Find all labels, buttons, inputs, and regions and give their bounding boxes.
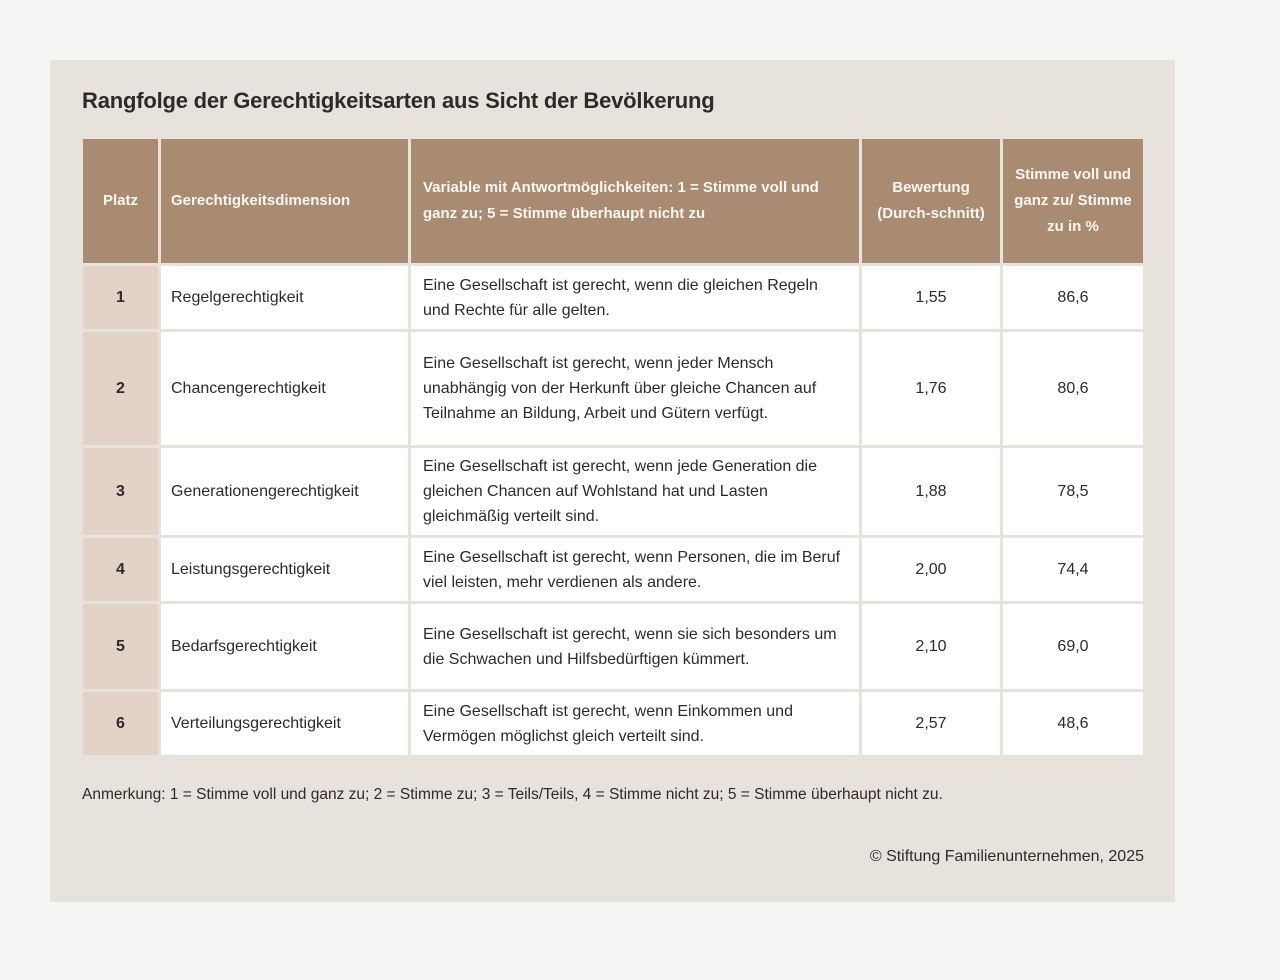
cell-variable: Eine Gesellschaft ist gerecht, wenn die gleichen Regeln und Rechte für alle gelten. bbox=[410, 265, 861, 331]
table-row bbox=[82, 331, 1145, 447]
cell-variable: Eine Gesellschaft ist gerecht, wenn jeder Mensch unabhängig von der Herkunft über gleiche Chancen auf Teilnahme an Bildung, Arbeit und Gütern verfügt. bbox=[410, 331, 861, 447]
header-bewertung: Bewertung (Durch-schnitt) bbox=[861, 138, 1002, 265]
cell-dimension: Regelgerechtigkeit bbox=[160, 265, 410, 331]
cell-platz: 2 bbox=[82, 331, 160, 447]
cell-variable: Eine Gesellschaft ist gerecht, wenn Einkommen und Vermögen möglichst gleich verteilt sind. bbox=[410, 691, 861, 757]
table-header-row bbox=[82, 138, 1145, 265]
cell-variable: Eine Gesellschaft ist gerecht, wenn jede Generation die gleichen Chancen auf Wohlstand hat und Lasten gleichmäßig verteilt sind. bbox=[410, 447, 861, 537]
header-stimme: Stimme voll und ganz zu/ Stimme zu in % bbox=[1002, 138, 1145, 265]
cell-stimme: 78,5 bbox=[1002, 447, 1145, 537]
cell-bewertung: 2,57 bbox=[861, 691, 1002, 757]
infographic-card bbox=[50, 60, 1175, 902]
source-credit: © Stiftung Familienunternehmen, 2025 bbox=[869, 848, 1144, 865]
table-row bbox=[82, 603, 1145, 691]
cell-dimension: Bedarfsgerechtigkeit bbox=[160, 603, 410, 691]
cell-stimme: 86,6 bbox=[1002, 265, 1145, 331]
cell-dimension: Chancengerechtigkeit bbox=[160, 331, 410, 447]
ranking-table bbox=[80, 136, 1146, 758]
cell-platz: 1 bbox=[82, 265, 160, 331]
header-dimension: Gerechtigkeitsdimension bbox=[160, 138, 410, 265]
page-title: Rangfolge der Gerechtigkeitsarten aus Sicht der Bevölkerung bbox=[82, 88, 715, 113]
cell-stimme: 48,6 bbox=[1002, 691, 1145, 757]
cell-stimme: 74,4 bbox=[1002, 537, 1145, 603]
cell-variable: Eine Gesellschaft ist gerecht, wenn sie sich besonders um die Schwachen und Hilfsbedürftigen kümmert. bbox=[410, 603, 861, 691]
cell-bewertung: 2,00 bbox=[861, 537, 1002, 603]
table-row bbox=[82, 537, 1145, 603]
cell-platz: 3 bbox=[82, 447, 160, 537]
cell-dimension: Verteilungsgerechtigkeit bbox=[160, 691, 410, 757]
cell-dimension: Generationengerechtigkeit bbox=[160, 447, 410, 537]
header-platz: Platz bbox=[82, 138, 160, 265]
cell-platz: 6 bbox=[82, 691, 160, 757]
cell-stimme: 69,0 bbox=[1002, 603, 1145, 691]
cell-stimme: 80,6 bbox=[1002, 331, 1145, 447]
cell-platz: 5 bbox=[82, 603, 160, 691]
table-row bbox=[82, 691, 1145, 757]
header-variable: Variable mit Antwortmöglichkeiten: 1 = Stimme voll und ganz zu; 5 = Stimme überhaupt nicht zu bbox=[410, 138, 861, 265]
cell-dimension: Leistungsgerechtigkeit bbox=[160, 537, 410, 603]
footnote: Anmerkung: 1 = Stimme voll und ganz zu; 2 = Stimme zu; 3 = Teils/Teils, 4 = Stimme nicht zu; 5 = Stimme überhaupt nicht zu. bbox=[82, 786, 943, 803]
table-row bbox=[82, 265, 1145, 331]
cell-bewertung: 1,88 bbox=[861, 447, 1002, 537]
cell-bewertung: 1,76 bbox=[861, 331, 1002, 447]
cell-platz: 4 bbox=[82, 537, 160, 603]
cell-bewertung: 1,55 bbox=[861, 265, 1002, 331]
table-row bbox=[82, 447, 1145, 537]
cell-variable: Eine Gesellschaft ist gerecht, wenn Personen, die im Beruf viel leisten, mehr verdienen als andere. bbox=[410, 537, 861, 603]
cell-bewertung: 2,10 bbox=[861, 603, 1002, 691]
